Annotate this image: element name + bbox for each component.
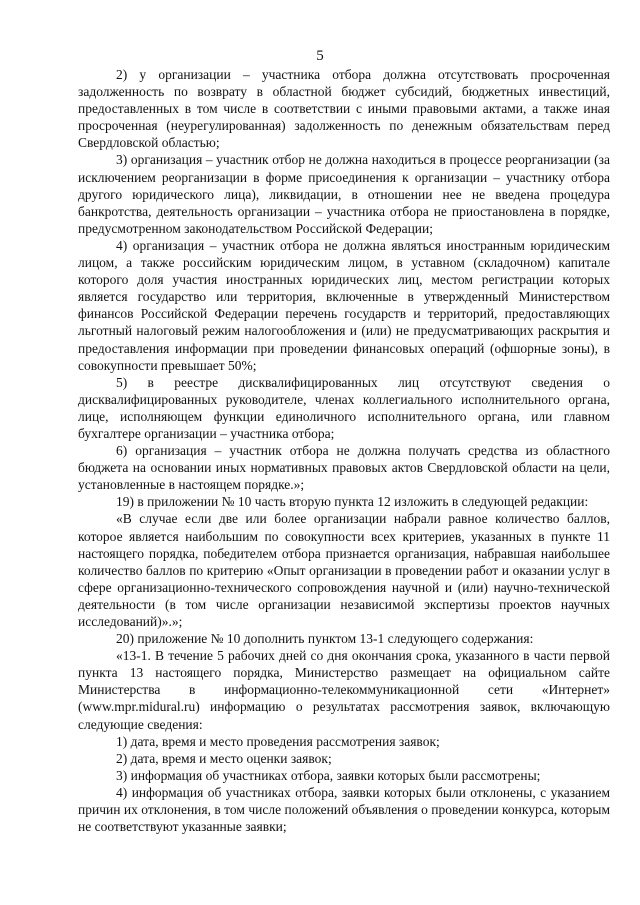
paragraph-item-5: 5) в реестре дисквалифицированных лиц отсутствуют сведения о дисквалифицированных руководителе, членах коллегиального исполнительного органа, лице, исполняющем функции единоличного исполнительного органа, или главном бухгалтере организации – участника отбора; xyxy=(78,374,610,441)
paragraph-clause-13-1: «13-1. В течение 5 рабочих дней со дня окончания срока, указанного в части первой пункта 13 настоящего порядка, Министерство размещает на официальном сайте Министерства в информационно-телекоммуникационной сети «Интернет» (www.mpr.midural.ru) информацию о результатах рассмотрения заявок, включающую следующие сведения: xyxy=(78,648,610,732)
paragraph-subitem-3: 3) информация об участниках отбора, заявки которых были рассмотрены; xyxy=(116,767,541,783)
paragraph-quoted-tie-rule: «В случае если две или более организации набрали равное количество баллов, которое является наибольшим по совокупности всех критериев, указанных в пункте 11 настоящего порядка, победителем отбора признается организация, набравшая наибольшее количество баллов по критерию «Опыт организации в проведении работ и оказании услуг в сфере организационно-технического сопровождения научной и (или) научно-технической деятельности (в том числе организации независимой экспертизы проектов научных исследований)».»; xyxy=(78,511,610,629)
paragraph-item-4: 4) организация – участник отбора не должна являться иностранным юридическим лицом, а также российским юридическим лицом, в уставном (складочном) капитале которого доля участия иностранных юридических лиц, местом регистрации которых является государство или территория, включенные в утвержденный Министерством финансов Российской Федерации перечень государств и территорий, предоставляющих льготный налоговый режим налогообложения и (или) не предусматривающих раскрытия и предоставления информации при проведении финансовых операций (офшорные зоны), в совокупности превышает 50%; xyxy=(78,237,610,373)
paragraph-subitem-4: 4) информация об участниках отбора, заявки которых были отклонены, с указанием причин их отклонения, в том числе положений объявления о проведении конкурса, которым не соответствуют указанные заявки; xyxy=(78,784,610,835)
document-body xyxy=(78,66,610,835)
paragraph-item-3: 3) организация – участник отбор не должна находиться в процессе реорганизации (за исключением реорганизации в форме присоединения к организации – участнику отбора другого юридического лица), ликвидации, в отношении нее не введена процедура банкротства, деятельность организации – участника отбора не приостановлена в порядке, предусмотренном законодательством Российской Федерации; xyxy=(78,152,610,236)
page-number: 5 xyxy=(316,48,324,64)
paragraph-item-2: 2) у организации – участника отбора должна отсутствовать просроченная задолженность по возврату в областной бюджет субсидий, бюджетных инвестиций, предоставленных в том числе в соответствии с иными правовыми актами, а также иная просроченная (неурегулированная) задолженность по денежным обязательствам перед Свердловской областью; xyxy=(78,67,610,151)
paragraph-amendment-19: 19) в приложении № 10 часть вторую пункта 12 изложить в следующей редакции: xyxy=(116,494,589,510)
paragraph-amendment-20: 20) приложение № 10 дополнить пунктом 13-1 следующего содержания: xyxy=(116,631,534,647)
paragraph-subitem-1: 1) дата, время и место проведения рассмотрения заявок; xyxy=(116,733,440,749)
paragraph-item-6: 6) организация – участник отбора не должна получать средства из областного бюджета на основании иных нормативных правовых актов Свердловской области на цели, установленные в настоящем порядке.»; xyxy=(78,443,610,493)
paragraph-subitem-2: 2) дата, время и место оценки заявок; xyxy=(116,750,332,766)
